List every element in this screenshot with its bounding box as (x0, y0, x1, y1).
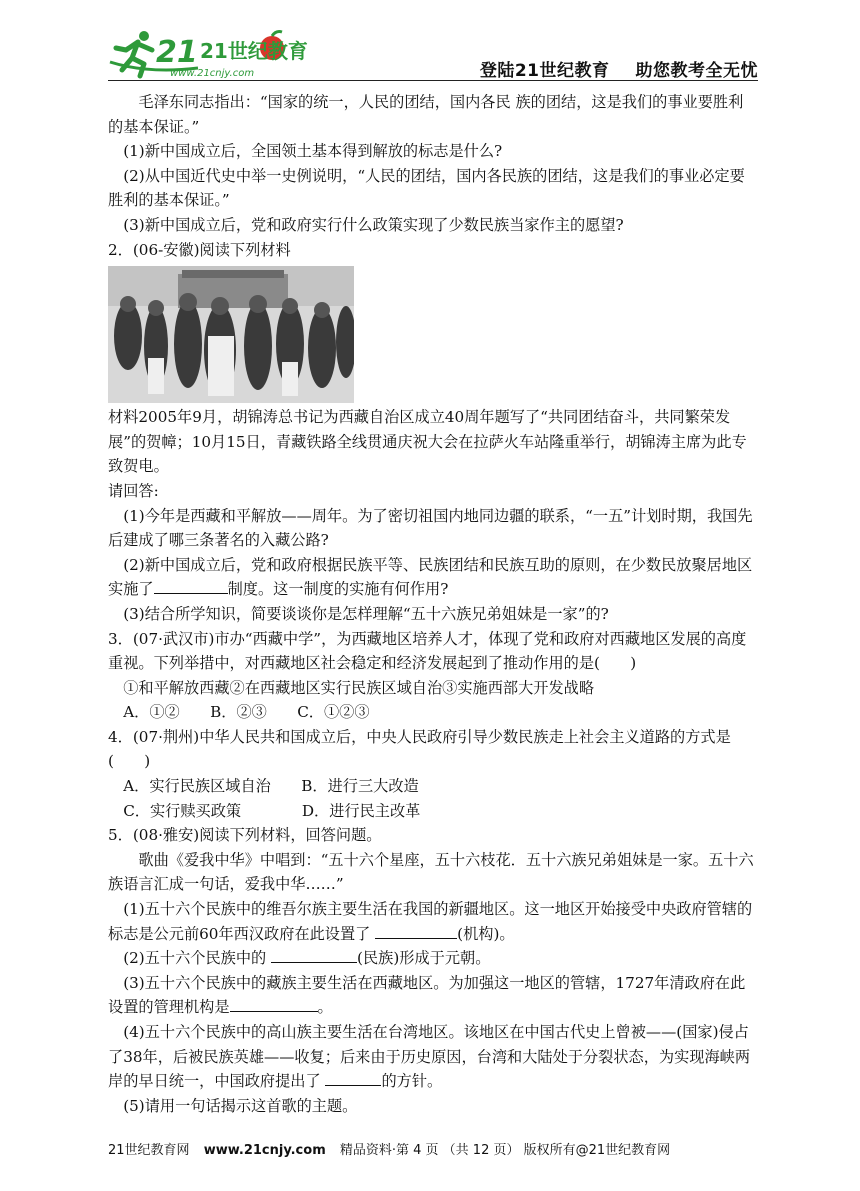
answer-blank (325, 1070, 381, 1086)
intro-q2: (2)从中国近代史中举一史例说明，“人民的团结，国内各民族的团结，这是我们的事业必定要胜利的基本保证。” (108, 166, 745, 210)
item5-q5: (5)请用一句话揭示这首歌的主题。 (123, 1096, 358, 1115)
item5-q2: (2)五十六个民族中的 (民族)形成于元朝。 (108, 946, 758, 971)
answer-blank (271, 947, 357, 963)
item3-options: ①和平解放西藏②在西藏地区实行民族区域自治③实施西部大开发战略 (123, 678, 594, 697)
slogan-help: 助您教考全无忧 (635, 61, 758, 81)
item2-q3: (3)结合所学知识，简要谈谈你是怎样理解“五十六族兄弟姐妹是一家”的? (123, 604, 609, 623)
item5-q3: (3)五十六个民族中的藏族主要生活在西藏地区。为加强这一地区的管辖，1727年清政府在此设置的管理机构是 。 (108, 973, 746, 1017)
item2-q1: (1)今年是西藏和平解放——周年。为了密切祖国内地同边疆的联系，“一五”计划时期，我国先后建成了哪三条著名的入藏公路? (108, 506, 753, 550)
intro-quote: 毛泽东同志指出：“国家的统一，人民的团结，国内各民 族的团结，这是我们的事业要胜利的基本保证。” (108, 93, 744, 136)
page-footer (108, 1139, 768, 1158)
intro-q3: (3)新中国成立后，党和政府实行什么政策实现了少数民族当家作主的愿望? (123, 215, 624, 234)
answer-blank (230, 996, 318, 1012)
item3-choices: A．①② B．②③ C．①②③ (123, 703, 370, 722)
header-rule (108, 80, 758, 81)
answer-blank (154, 578, 228, 594)
item5-song: 歌曲《爱我中华》中唱到：“五十六个星座，五十六枝花．五十六族兄弟姐妹是一家。五十六族语言汇成一句话，爱我中华……” (108, 850, 754, 894)
footer-site: 21世纪教育网 (108, 1143, 190, 1158)
item2-title: 2．(06-安徽)阅读下列材料 (108, 240, 291, 259)
item5-title: 5．(08·雅安)阅读下列材料，回答问题。 (108, 826, 382, 845)
answer-blank (375, 922, 457, 938)
item4-choices-1: A．实行民族区域自治 B．进行三大改造 (123, 777, 419, 796)
slogan-login: 登陆21世纪教育 (479, 61, 610, 81)
site-logo (108, 28, 308, 80)
item2-ask: 请回答: (108, 481, 159, 500)
intro-q1: (1)新中国成立后，全国领土基本得到解放的标志是什么? (123, 142, 503, 161)
item3-stem: 3．(07·武汉市)市办“西藏中学”，为西藏地区培养人才，体现了党和政府对西藏地区发展的高度重视。下列举措中，对西藏地区社会稳定和经济发展起到了推动作用的是( ) (108, 629, 747, 673)
footer-url[interactable]: www.21cnjy.com (203, 1143, 326, 1158)
footer-page-info: 精品资料·第 4 页 （共 12 页） 版权所有@21世纪教育网 (339, 1143, 671, 1158)
item2-q2: (2)新中国成立后，党和政府根据民族平等、民族团结和民族互助的原则，在少数民放聚居地区实施了 制度。这一制度的实施有何作用? (108, 555, 753, 599)
ethnic-celebration-photo (108, 266, 354, 403)
item4-choices-2: C．实行赎买政策 D．进行民主改革 (123, 801, 421, 820)
item2-material: 材料2005年9月，胡锦涛总书记为西藏自治区成立40周年题写了“共同团结奋斗，共同繁荣发展”的贺幛；10月15日，青藏铁路全线贯通庆祝大会在拉萨火车站隆重举行，胡锦涛主席为此专致贺电。 (108, 408, 747, 476)
item5-q1: (1)五十六个民族中的维吾尔族主要生活在我国的新疆地区。这一地区开始接受中央政府管辖的标志是公元前60年西汉政府在此设置了 (机构)。 (108, 900, 753, 943)
svg-text:21: 21 (156, 35, 198, 70)
header-slogan (480, 56, 758, 81)
logo-url: www.21cnjy.com (170, 68, 255, 79)
logo-text: 21世纪教育 (200, 39, 308, 63)
page-content (108, 90, 758, 1118)
page-header (108, 28, 758, 86)
item4-stem: 4．(07·荆州)中华人民共和国成立后，中央人民政府引导少数民族走上社会主义道路的方式是( ) (108, 727, 731, 771)
item5-q4: (4)五十六个民族中的高山族主要生活在台湾地区。该地区在中国古代史上曾被——(国家)侵占了38年，后被民族英雄——收复；后来由于历史原因，台湾和大陆处于分裂状态，为实现海峡两岸的早日统一，中国政府提出了 的方针。 (108, 1023, 751, 1091)
